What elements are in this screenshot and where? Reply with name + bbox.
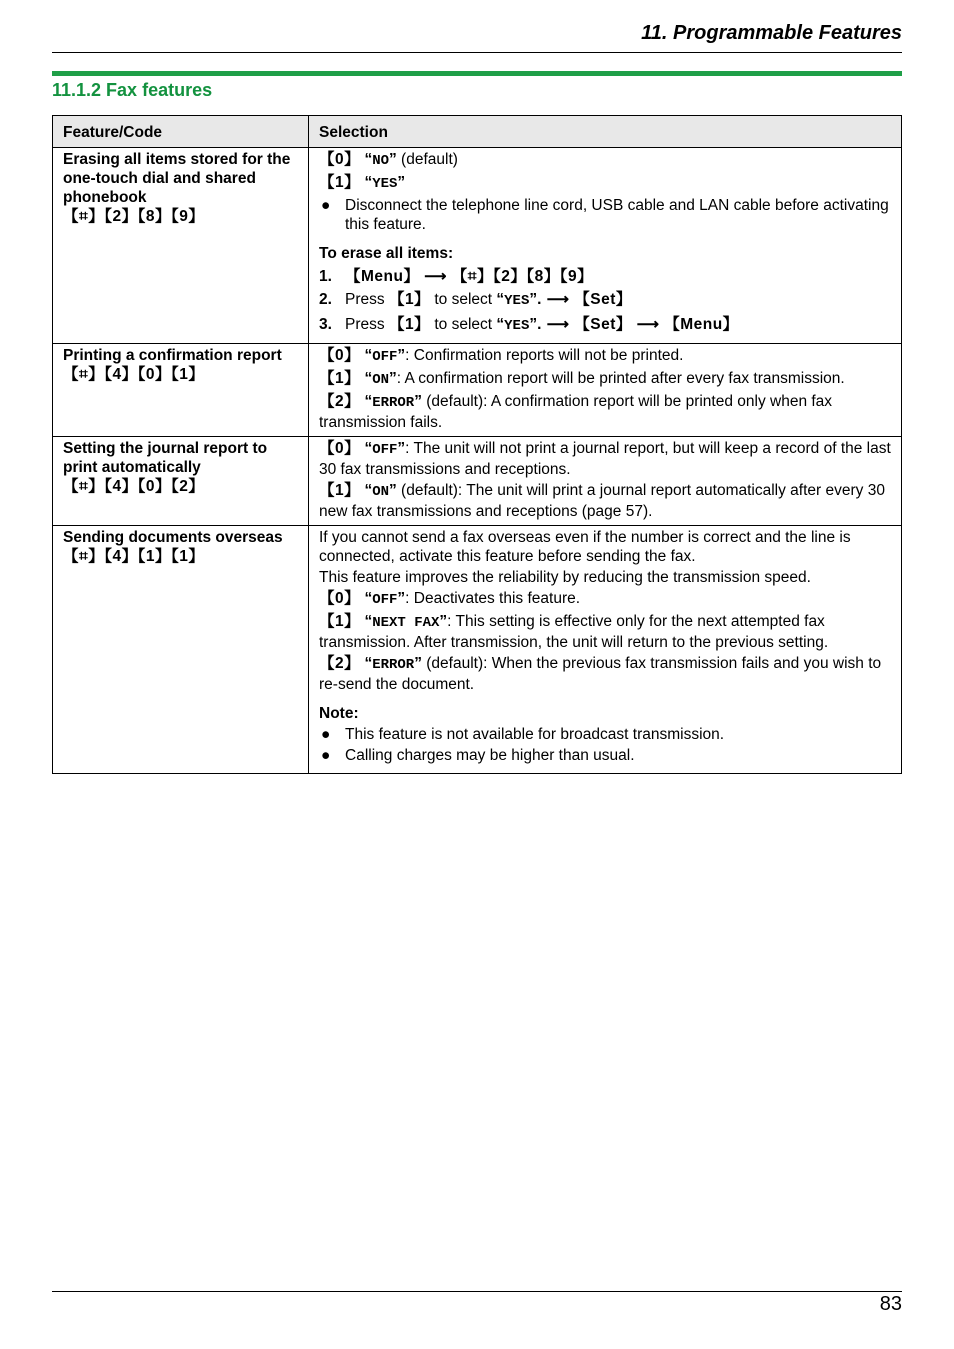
bullet-item: ● This feature is not available for broadcast transmission. [321, 726, 725, 743]
fax-features-table [52, 115, 902, 774]
option-line: 【0】 “OFF”: Deactivates this feature. [319, 590, 581, 608]
feature-code: 【⌗】【4】【1】【1】 [63, 548, 205, 565]
step-item: 3. Press 【1】 to select “YES”. ⟶ 【Set】 ⟶ 【Menu】 [319, 316, 739, 334]
section-accent-bar [52, 71, 902, 76]
feature-cell [53, 148, 309, 344]
section-title: 11.1.2 Fax features [52, 80, 213, 100]
bullet-item: ● Disconnect the telephone line cord, USB cable and LAN cable before activating this feature. [321, 197, 889, 233]
page-number: 83 [879, 1293, 902, 1315]
intro-text: If you cannot send a fax overseas even if the number is correct and the line is connected, activate this feature before sending the fax. [319, 529, 851, 565]
bullet-icon: ● [321, 197, 331, 214]
option-line: 【1】 “NEXT FAX”: This setting is effective only for the next attempted fax transmission. After transmission, the unit will return to the previous setting. [319, 613, 829, 651]
option-line: 【2】 “ERROR” (default): A confirmation report will be printed only when fax transmission fails. [319, 393, 833, 431]
bullet-icon: ● [321, 747, 331, 764]
option-line: 【1】 “ON”: A confirmation report will be printed after every fax transmission. [319, 370, 845, 388]
table-row [53, 437, 902, 526]
step-item: 1. 【Menu】 ⟶ 【⌗】【2】【8】【9】 [319, 268, 594, 285]
column-header-feature: Feature/Code [53, 116, 309, 148]
header-rule [52, 52, 902, 53]
selection-cell [309, 148, 902, 344]
footer-rule [52, 1291, 902, 1292]
table-header-row [53, 116, 902, 148]
bullet-item: ● Calling charges may be higher than usual. [321, 747, 635, 764]
option-line: 【2】 “ERROR” (default): When the previous fax transmission fails and you wish to re-send the document. [319, 655, 882, 693]
option-line: 【0】 “NO” (default) [319, 151, 458, 169]
step-item: 2. Press 【1】 to select “YES”. ⟶ 【Set】 [319, 291, 632, 309]
feature-code: 【⌗】【4】【0】【1】 [63, 366, 205, 383]
feature-code: 【⌗】【2】【8】【9】 [63, 208, 205, 225]
table-row [53, 344, 902, 437]
chapter-title: 11. Programmable Features [641, 22, 902, 44]
option-line: 【1】 “ON” (default): The unit will print a journal report automatically after every 30 new fax transmissions and receptions (page 57). [319, 482, 885, 520]
feature-cell [53, 344, 309, 437]
note-title: Note: [319, 705, 359, 722]
selection-cell [309, 526, 902, 774]
intro-text: This feature improves the reliability by reducing the transmission speed. [319, 569, 811, 586]
feature-cell [53, 437, 309, 526]
selection-cell [309, 437, 902, 526]
feature-cell [53, 526, 309, 774]
feature-name: Setting the journal report to print automatically [63, 440, 268, 476]
table-row [53, 148, 902, 344]
table-row [53, 526, 902, 774]
feature-code: 【⌗】【4】【0】【2】 [63, 478, 205, 495]
option-line: 【1】 “YES” [319, 174, 406, 192]
feature-name: Erasing all items stored for the one-touch dial and shared phonebook [63, 151, 291, 206]
option-line: 【0】 “OFF”: Confirmation reports will not be printed. [319, 347, 684, 365]
option-line: 【0】 “OFF”: The unit will not print a journal report, but will keep a record of the last 30 fax transmissions and receptions. [319, 440, 891, 478]
feature-name: Printing a confirmation report [63, 347, 282, 364]
column-header-selection: Selection [309, 116, 902, 148]
subheading: To erase all items: [319, 245, 454, 262]
feature-name: Sending documents overseas [63, 529, 283, 546]
bullet-icon: ● [321, 726, 331, 743]
selection-cell [309, 344, 902, 437]
